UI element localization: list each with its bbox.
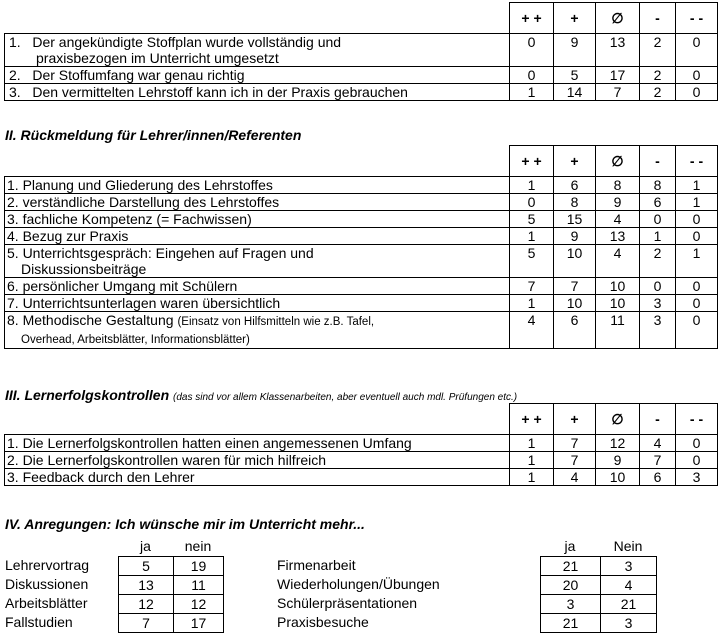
table-header: [5, 146, 718, 177]
header-very-poor: - -: [676, 404, 718, 435]
table-row: 1. Planung und Gliederung des Lehrstoffes 1 6 8 8 1: [5, 177, 718, 194]
table-row: 3 21: [541, 595, 657, 614]
table-section-1: [4, 2, 718, 101]
row-label: 5. Unterrichtsgespräch: Eingehen auf Fragen und Diskussionsbeiträge: [5, 245, 510, 278]
table-row: 7. Unterrichtsunterlagen waren übersichtlich 1 10 10 3 0: [5, 295, 718, 312]
row-label: 2. Der Stoffumfang war genau richtig: [5, 67, 510, 84]
table-row: 3. Feedback durch den Lehrer 1 4 10 6 3: [5, 469, 718, 486]
suggestion-label: Schülerpräsentationen: [277, 595, 418, 611]
row-label: 6. persönlicher Umgang mit Schülern: [5, 278, 510, 295]
header-poor: -: [640, 146, 676, 177]
section-3-note: (das sind vor allem Klassenarbeiten, aber eventuell auch mdl. Prüfungen etc.): [173, 392, 518, 403]
table-row: 1. Der angekündigte Stoffplan wurde vollständig und praxisbezogen im Unterricht umgesetzt 0 9 13 2 0: [5, 34, 718, 67]
table-header: [5, 3, 718, 34]
table-row: 8. Methodische Gestaltung (Einsatz von Hilfsmitteln wie z.B. Tafel, Overhead, Arbeitsblätter, Informationsblätter) 4 6 11 3 0: [5, 312, 718, 349]
suggestion-label: Firmenarbeit: [277, 557, 356, 573]
header-good: +: [554, 3, 596, 34]
suggestions-left-table: [118, 556, 224, 633]
suggestion-label: Praxisbesuche: [277, 614, 369, 630]
header-average: ∅: [596, 404, 640, 435]
table-row: 21 3: [541, 557, 657, 576]
table-row: 5. Unterrichtsgespräch: Eingehen auf Fragen und Diskussionsbeiträge 5 10 4 2 1: [5, 245, 718, 278]
row-label: 2. verständliche Darstellung des Lehrstoffes: [5, 194, 510, 211]
table-row: 2. Der Stoffumfang war genau richtig 0 5 17 2 0: [5, 67, 718, 84]
header-very-poor: - -: [676, 146, 718, 177]
row-label: 8. Methodische Gestaltung (Einsatz von Hilfsmitteln wie z.B. Tafel, Overhead, Arbeitsblätter, Informationsblätter): [5, 312, 510, 349]
header-average: ∅: [596, 146, 640, 177]
suggestion-label: Diskussionen: [5, 576, 89, 592]
suggestions-right-table: [540, 556, 657, 633]
table-row: 2. verständliche Darstellung des Lehrstoffes 0 8 9 6 1: [5, 194, 718, 211]
header-very-good: + +: [510, 3, 554, 34]
header-very-poor: - -: [676, 3, 718, 34]
table-row: 1. Die Lernerfolgskontrollen hatten einen angemessenen Umfang 1 7 12 4 0: [5, 435, 718, 452]
header-very-good: + +: [510, 404, 554, 435]
table-row: 4. Bezug zur Praxis 1 9 13 1 0: [5, 228, 718, 245]
table-row: 6. persönlicher Umgang mit Schülern 7 7 10 0 0: [5, 278, 718, 295]
column-header-ja: ja: [140, 538, 151, 554]
section-4-title: IV. Anregungen: Ich wünsche mir im Unterricht mehr...: [5, 516, 365, 532]
row-label: 1. Planung und Gliederung des Lehrstoffes: [5, 177, 510, 194]
section-3-title: III. Lernerfolgskontrollen (das sind vor allem Klassenarbeiten, aber eventuell auch mdl. Prüfungen etc.): [5, 387, 518, 403]
suggestion-label: Fallstudien: [5, 614, 73, 630]
header-very-good: + +: [510, 146, 554, 177]
table-row: 20 4: [541, 576, 657, 595]
row-label: 3. Feedback durch den Lehrer: [5, 469, 510, 486]
header-good: +: [554, 146, 596, 177]
suggestion-label: Lehrervortrag: [5, 557, 90, 573]
row-label: 7. Unterrichtsunterlagen waren übersichtlich: [5, 295, 510, 312]
row-label: 3. fachliche Kompetenz (= Fachwissen): [5, 211, 510, 228]
table-header: [5, 404, 718, 435]
table-row: 12 12: [119, 595, 224, 614]
row-label: 1. Der angekündigte Stoffplan wurde vollständig und praxisbezogen im Unterricht umgesetzt: [5, 34, 510, 67]
table-row: 5 19: [119, 557, 224, 576]
row-label: 4. Bezug zur Praxis: [5, 228, 510, 245]
row-label: 3. Den vermittelten Lehrstoff kann ich in der Praxis gebrauchen: [5, 84, 510, 101]
table-row: 21 3: [541, 614, 657, 633]
table-row: 13 11: [119, 576, 224, 595]
row-label: 1. Die Lernerfolgskontrollen hatten einen angemessenen Umfang: [5, 435, 510, 452]
table-row: 3. Den vermittelten Lehrstoff kann ich in der Praxis gebrauchen 1 14 7 2 0: [5, 84, 718, 101]
table-section-2: [4, 145, 718, 349]
header-average: ∅: [596, 3, 640, 34]
row-label: 2. Die Lernerfolgskontrollen waren für mich hilfreich: [5, 452, 510, 469]
table-row: 3. fachliche Kompetenz (= Fachwissen) 5 15 4 0 0: [5, 211, 718, 228]
table-row: 2. Die Lernerfolgskontrollen waren für mich hilfreich 1 7 9 7 0: [5, 452, 718, 469]
section-2-title: II. Rückmeldung für Lehrer/innen/Referenten: [5, 127, 302, 143]
column-header-nein: Nein: [613, 538, 643, 554]
table-section-3: [4, 403, 718, 486]
table-row: 7 17: [119, 614, 224, 633]
column-header-ja: ja: [564, 538, 576, 554]
header-good: +: [554, 404, 596, 435]
header-poor: -: [640, 404, 676, 435]
suggestion-label: Arbeitsblätter: [5, 595, 88, 611]
column-header-nein: nein: [184, 538, 212, 554]
suggestion-label: Wiederholungen/Übungen: [277, 576, 440, 592]
header-poor: -: [640, 3, 676, 34]
